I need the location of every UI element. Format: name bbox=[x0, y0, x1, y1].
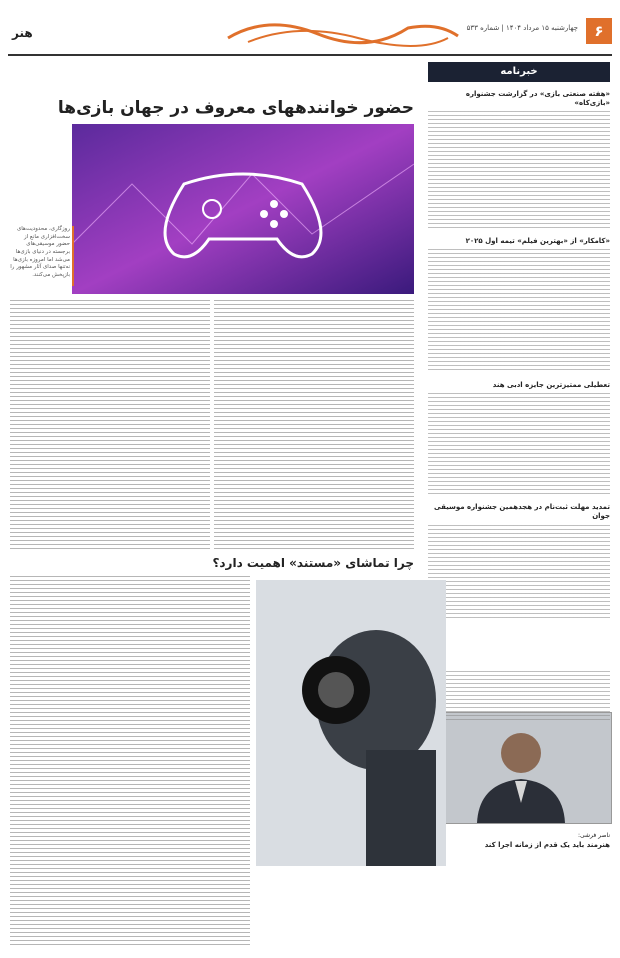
article-column bbox=[10, 300, 210, 550]
camera-photo bbox=[256, 580, 446, 866]
section-label: هنر bbox=[12, 26, 33, 40]
article-column bbox=[10, 576, 250, 946]
masthead bbox=[8, 8, 612, 56]
news-sidebar bbox=[428, 62, 610, 882]
second-article-headline[interactable]: چرا تماشای «مستند» اهمیت دارد؟ bbox=[212, 556, 414, 570]
byline-label: ناصر فرشی: bbox=[577, 832, 610, 839]
article-headline[interactable]: حضور خوانندههای معروف در جهان بازی‌ها bbox=[57, 98, 414, 118]
gamepad-illustration bbox=[72, 124, 414, 294]
news-item-body bbox=[428, 393, 610, 495]
news-item-title[interactable]: تمدید مهلت ثبت‌نام در هجدهمین جشنواره موسیقی جوان bbox=[434, 503, 610, 521]
newspaper-logo bbox=[208, 8, 468, 52]
issue-date: چهارشنبه ۱۵ مرداد ۱۴۰۴ | شماره ۵۳۳ bbox=[466, 24, 578, 32]
article-column bbox=[214, 300, 414, 550]
news-item-title[interactable]: «کامکار» از «بهترین فیلم» تیمه اول ۲۰۲۵ bbox=[465, 237, 610, 246]
news-item-body bbox=[428, 249, 610, 373]
portrait-photo bbox=[428, 712, 612, 824]
byline-body bbox=[428, 671, 610, 723]
image-caption: روزگاری، محدودیت‌های سخت‌افزاری مانع از حضور موسیقی‌های برجسته در دنیای بازی‌ها می‌شد اما امروزه بازی‌ها نه‌تنها صدای آثار مشهور را بازپخش می‌کنند. bbox=[10, 226, 70, 279]
news-item-title[interactable]: «هفته صنعتی بازی» در گزارشت جشنواره «بازی‌کاه» bbox=[465, 90, 610, 108]
page-number: ۶ bbox=[586, 18, 612, 44]
news-item-title[interactable]: تعطیلی ممتیزترین جایزه ادبی هند bbox=[492, 381, 610, 390]
byline-title[interactable]: هنرمند باید یک قدم از زمانه اجرا کند bbox=[484, 841, 610, 849]
person-icon bbox=[429, 713, 611, 823]
news-item-body bbox=[428, 525, 610, 621]
interview-byline bbox=[428, 832, 610, 849]
sidebar-title: خبرنامه bbox=[428, 62, 610, 82]
news-item-body bbox=[428, 111, 610, 229]
caption-accent bbox=[72, 226, 74, 286]
